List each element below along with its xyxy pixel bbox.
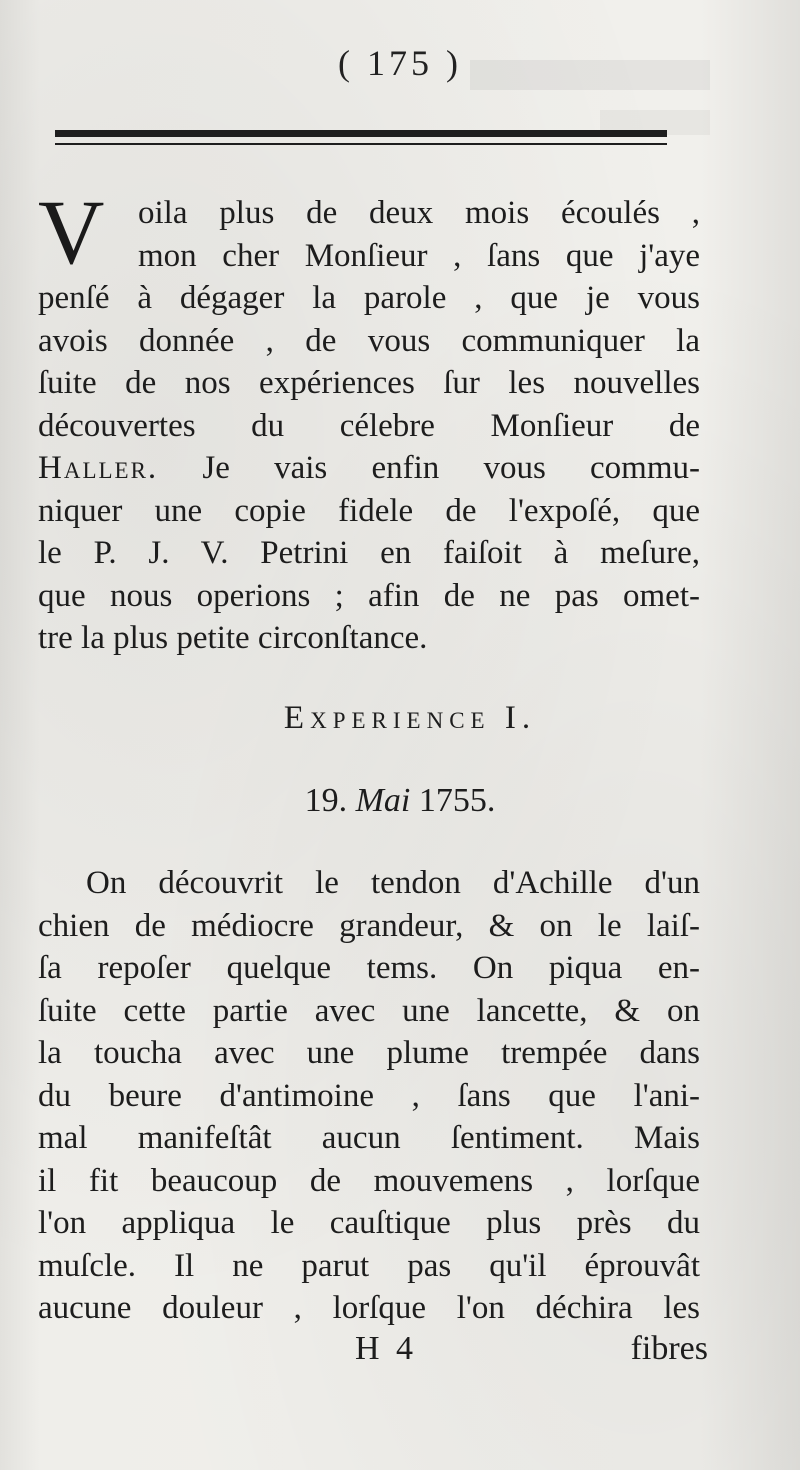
date-day: 19. — [304, 782, 348, 819]
text-line — [38, 447, 700, 490]
text-line: découvertes du célebre Monſieur de — [38, 407, 700, 444]
text-line: On découvrit le tendon d'Achille d'un — [86, 865, 700, 901]
opening-paragraph — [38, 192, 700, 660]
signature-mark: H 4 — [355, 1330, 418, 1367]
text-line: du beure d'antimoine , ſans que l'ani- — [38, 1077, 700, 1114]
date-heading — [0, 782, 800, 820]
text-line: niquer une copie fidele de l'expoſé, que — [38, 492, 700, 529]
text-line: tre la plus petite circonſtance. — [38, 620, 428, 656]
text-line: que nous operions ; afin de ne pas omet- — [38, 577, 700, 614]
text-line: mal manifeſtât aucun ſentiment. Mais — [38, 1120, 700, 1156]
text-line: aucune douleur , lorſque l'on déchira les — [38, 1290, 700, 1326]
text-line: mon cher Monſieur , ſans que j'aye — [138, 237, 700, 274]
text-line: ſuite de nos expériences ſur les nouvelles — [38, 365, 700, 401]
date-month: Mai — [355, 782, 411, 819]
page-number: ( 175 ) — [338, 43, 462, 83]
text-line: oila plus de deux mois écoulés , — [138, 195, 700, 231]
text-fragment: Je vais enfin vous commu- — [158, 450, 700, 486]
text-line: penſé à dégager la parole , que je vous — [38, 280, 700, 316]
text-line: il fit beaucoup de mouvemens , lorſque — [38, 1162, 700, 1199]
text-line: avois donnée , de vous communiquer la — [38, 322, 700, 359]
catchword: fibres — [630, 1330, 708, 1367]
header-rule-thick — [55, 130, 667, 137]
section-heading: Experience I. — [283, 700, 537, 736]
drop-cap: V — [38, 181, 105, 283]
date-year: 1755. — [418, 782, 496, 819]
text-line: ſuite cette partie avec une lancette, & on — [38, 992, 700, 1029]
author-name-haller: Haller. — [38, 450, 159, 486]
text-line: muſcle. Il ne parut pas qu'il éprouvât — [38, 1247, 700, 1284]
header-rule-thin — [55, 143, 667, 145]
experience-paragraph — [38, 862, 700, 1330]
text-line: chien de médiocre grandeur, & on le laiſ- — [38, 907, 700, 944]
text-line: la toucha avec une plume trempée dans — [38, 1035, 700, 1071]
text-line: ſa repoſer quelque tems. On piqua en- — [38, 950, 700, 986]
text-line: le P. J. V. Petrini en faiſoit à meſure, — [38, 535, 700, 571]
text-line: l'on appliqua le cauſtique plus près du — [38, 1205, 700, 1241]
